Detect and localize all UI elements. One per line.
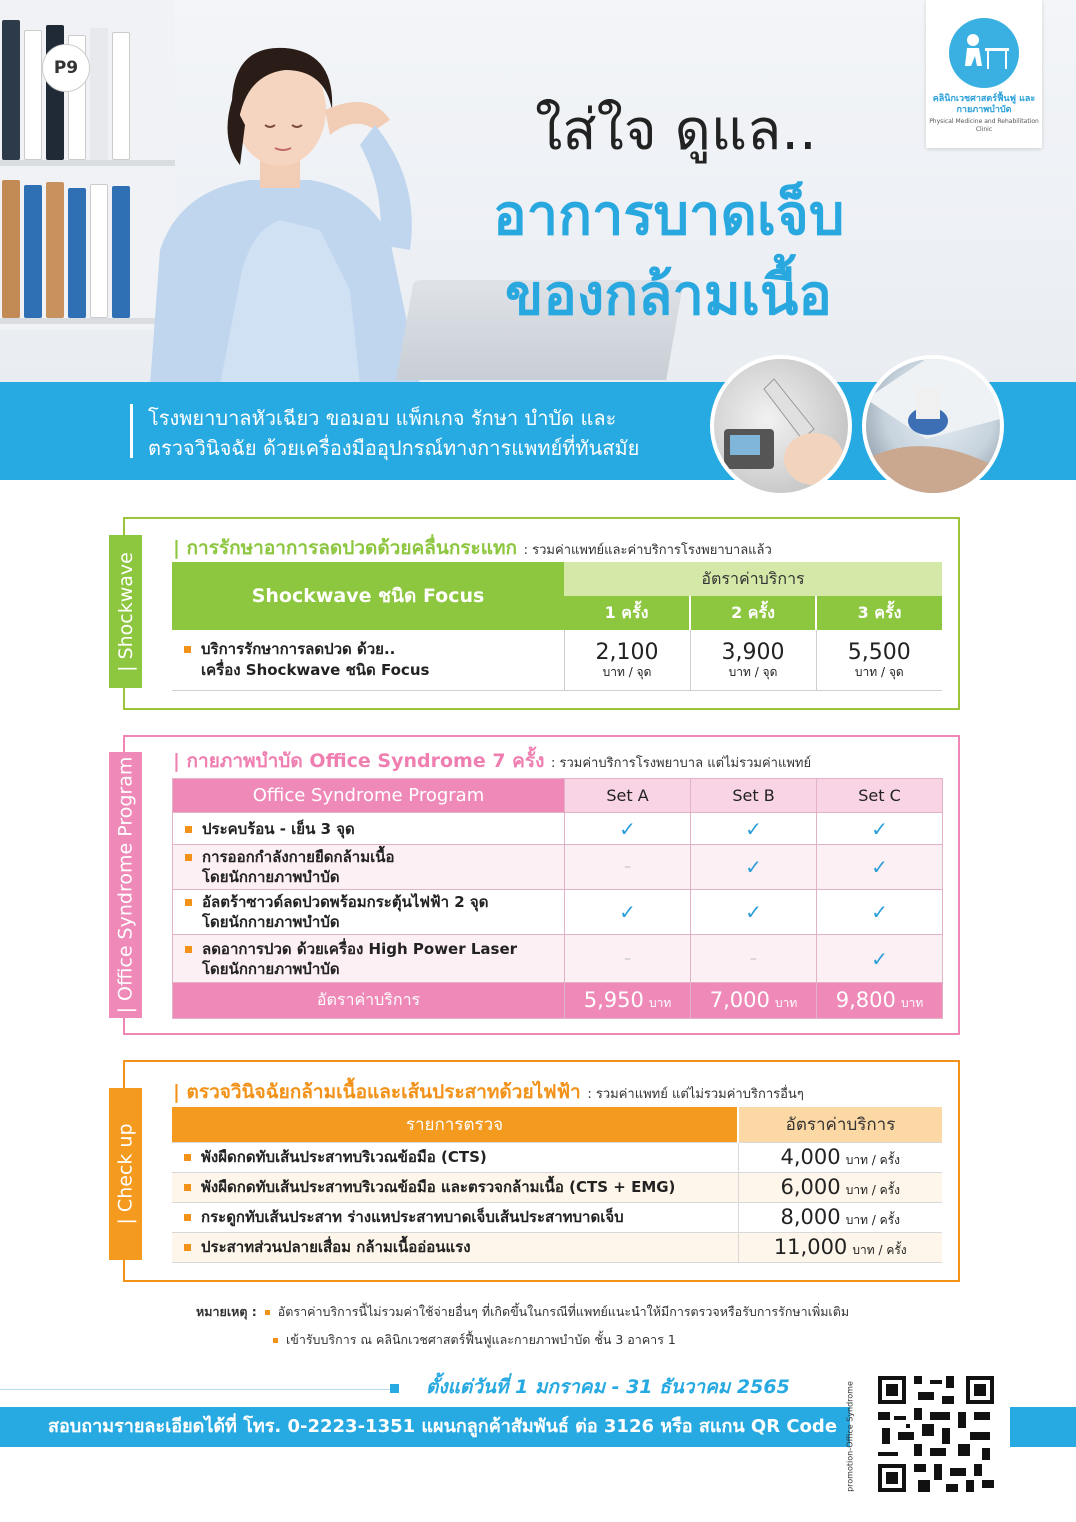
checkup-header-main: รายการตรวจ [172,1107,738,1142]
office-rate-label: อัตราค่าบริการ [173,983,565,1019]
shockwave-header-rate: อัตราค่าบริการ [564,562,942,596]
checkup-side-tab: | Check up [109,1088,142,1260]
office-row-3-set-c: ✓ [817,890,943,935]
checkup-unit: บาท / ครั้ง [845,1152,900,1167]
office-row-4-sub: โดยนักกายภาพบำบัด [202,959,340,978]
office-rate-row [173,983,943,1019]
shockwave-item-line-2: เครื่อง Shockwave ชนิด Focus [201,660,430,679]
table-row [173,890,943,935]
office-row-3-sub: โดยนักกายภาพบำบัด [202,913,340,931]
checkup-unit: บาท / ครั้ง [845,1182,900,1197]
checkup-unit: บาท / ครั้ง [845,1212,900,1227]
divider-square [390,1384,399,1393]
office-row-4-set-a: – [565,935,691,983]
checkup-row-3-label: กระดูกทับเส้นประสาท ร่างแหประสาทบาดเจ็บเส้นประสาทบาดเจ็บ [201,1208,624,1226]
banner-line-1: โรงพยาบาลหัวเฉียว ขอมอบ แพ็กเกจ รักษา บำบัด และ [148,406,617,430]
checkup-row-1-price: 4,000 [780,1144,841,1169]
checkup-row-2-label: พังผืดกดทับเส้นประสาทบริเวณข้อมือ และตรวจกล้ามเนื้อ (CTS + EMG) [201,1178,676,1196]
office-price-a: 5,950 [583,988,644,1012]
table-row [173,845,943,890]
shockwave-treatment-photo [862,355,1004,497]
office-set-a: Set A [565,779,691,813]
logo-name-en: Physical Medicine and Rehabilitation Clinic [929,118,1039,133]
shockwave-price-table [172,562,942,691]
office-syndrome-table [172,778,943,1019]
physiotherapy-logo-icon [949,18,1019,88]
office-unit: บาท [648,996,672,1010]
checkup-note: : รวมค่าแพทย์ แต่ไม่รวมค่าบริการอื่นๆ [587,1087,804,1102]
office-row-4-set-c: ✓ [817,935,943,983]
checkup-row-4-price: 11,000 [773,1234,848,1259]
office-row-4-set-b: – [691,935,817,983]
headline-line-2: อาการบาดเจ็บ [493,183,845,248]
logo-name-th: คลินิกเวชศาสตร์ฟื้นฟู และกายภาพบำบัด [932,94,1036,115]
office-row-1-set-c: ✓ [817,813,943,845]
hero-section [0,0,1076,385]
checkup-price-table [172,1107,942,1263]
promotion-period: ตั้งแต่วันที่ 1 มกราคม - 31 ธันวาคม 2565 [426,1376,790,1398]
checkup-row-3-price: 8,000 [780,1204,841,1229]
office-price-b: 7,000 [709,988,770,1012]
shockwave-col-2: 2 ครั้ง [690,596,816,630]
office-row-1-set-a: ✓ [565,813,691,845]
footer-bar-right [1010,1407,1076,1447]
table-row [172,1172,942,1202]
checkup-row-4-label: ประสาทส่วนปลายเสื่อม กล้ามเนื้ออ่อนแรง [201,1238,471,1256]
remark-label: หมายเหตุ : [196,1304,257,1319]
shockwave-unit: บาท / จุด [728,664,778,679]
office-row-1-label: ประคบร้อน - เย็น 3 จุด [202,819,355,838]
checkup-row-2-price: 6,000 [780,1174,841,1199]
headline-line-3: ของกล้ามเนื้อ [505,263,832,328]
office-row-4-label: ลดอาการปวด ด้วยเครื่อง High Power Laser [202,939,518,958]
remark-item-1: อัตราค่าบริการนี้ไม่รวมค่าใช้จ่ายอื่นๆ ที่เกิดขึ้นในกรณีที่แพทย์แนะนำให้มีการตรวจหรือรับการรักษาเพิ่มเติม [277,1304,850,1319]
office-note: : รวมค่าบริการโรงพยาบาล แต่ไม่รวมค่าแพทย์ [551,756,812,771]
shockwave-price-3: 5,500 [847,639,911,665]
shockwave-side-tab: | Shockwave [109,535,142,688]
clinic-logo [926,0,1042,148]
office-title: | กายภาพบำบัด Office Syndrome 7 ครั้ง : รวมค่าบริการโรงพยาบาล แต่ไม่รวมค่าแพทย์ [173,750,812,772]
office-set-c: Set C [817,779,943,813]
table-row [173,935,943,983]
office-row-2-set-a: – [565,845,691,890]
shockwave-col-1: 1 ครั้ง [564,596,690,630]
table-row [172,1232,942,1262]
office-header-main: Office Syndrome Program [173,779,565,813]
checkup-title: | ตรวจวินิจฉัยกล้ามเนื้อและเส้นประสาทด้วยไฟฟ้า : รวมค่าแพทย์ แต่ไม่รวมค่าบริการอื่นๆ [173,1081,804,1103]
office-unit: บาท [774,996,798,1010]
table-row [172,1202,942,1232]
remark-section [196,1302,849,1358]
shockwave-note: : รวมค่าแพทย์และค่าบริการโรงพยาบาลแล้ว [523,543,772,558]
office-row-2-label: การออกกำลังกายยืดกล้ามเนื้อ [202,848,395,866]
page-badge: P9 [42,44,90,92]
office-row-3-set-b: ✓ [691,890,817,935]
qr-label: promotion-Office Syndrome [845,1381,855,1492]
office-side-tab: | Office Syndrome Program [109,752,142,1018]
office-set-b: Set B [691,779,817,813]
office-price-c: 9,800 [835,988,896,1012]
checkup-row-1-label: พังผืดกดทับเส้นประสาทบริเวณข้อมือ (CTS) [201,1148,487,1166]
shockwave-unit: บาท / จุด [602,664,652,679]
banner-line-2: ตรวจวินิจฉัย ด้วยเครื่องมืออุปกรณ์ทางการแพทย์ที่ทันสมัย [148,436,640,460]
shockwave-item-line-1: บริการรักษาการลดปวด ด้วย.. [201,639,396,658]
table-row [173,813,943,845]
shockwave-machine-photo [710,355,852,497]
office-row-2-set-b: ✓ [691,845,817,890]
table-row [172,630,942,690]
divider-line [0,1389,392,1390]
qr-code[interactable] [874,1372,998,1496]
table-row [172,1142,942,1172]
banner-divider [130,404,133,458]
shockwave-header-main: Shockwave ชนิด Focus [172,562,564,630]
contact-footer: สอบถามรายละเอียดได้ที่ โทร. 0-2223-1351 แผนกลูกค้าสัมพันธ์ ต่อ 3126 หรือ สแกน QR Code [0,1407,850,1447]
checkup-unit: บาท / ครั้ง [852,1242,907,1257]
shockwave-price-1: 2,100 [595,639,659,665]
office-unit: บาท [900,996,924,1010]
remark-item-2: เข้ารับบริการ ณ คลินิกเวชศาสตร์ฟื้นฟูและกายภาพบำบัด ชั้น 3 อาคาร 1 [286,1332,676,1347]
headline-line-1: ใส่ใจ ดูแล.. [535,98,817,163]
shockwave-unit: บาท / จุด [854,664,904,679]
checkup-header-rate: อัตราค่าบริการ [738,1107,942,1142]
office-row-3-label: อัลตร้าซาวด์ลดปวดพร้อมกระตุ้นไฟฟ้า 2 จุด [202,893,489,911]
office-row-3-set-a: ✓ [565,890,691,935]
shockwave-price-2: 3,900 [721,639,785,665]
office-row-2-set-c: ✓ [817,845,943,890]
office-row-1-set-b: ✓ [691,813,817,845]
office-row-2-sub: โดยนักกายภาพบำบัด [202,868,340,886]
shockwave-col-3: 3 ครั้ง [816,596,942,630]
shockwave-title: | การรักษาอาการลดปวดด้วยคลื่นกระแทก : รวมค่าแพทย์และค่าบริการโรงพยาบาลแล้ว [173,537,772,559]
